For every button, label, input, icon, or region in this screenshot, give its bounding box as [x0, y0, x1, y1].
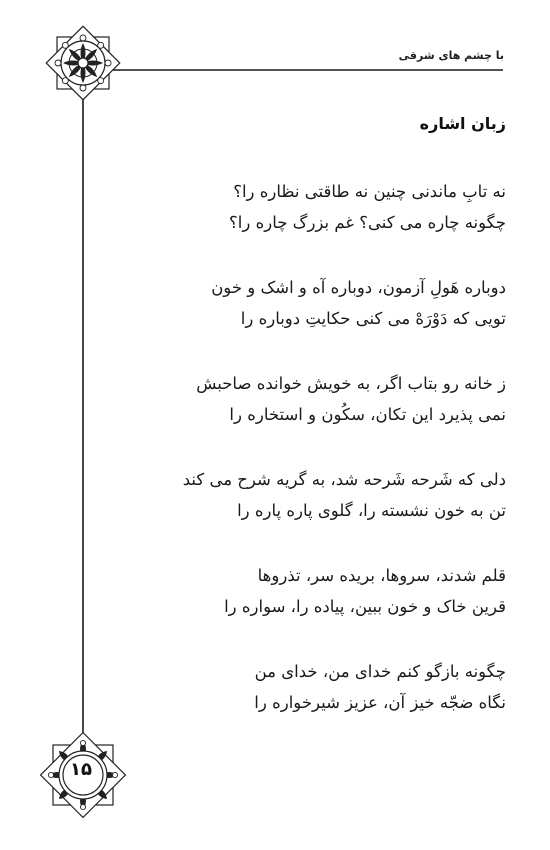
- stanza: [116, 272, 506, 368]
- verse-line: قرین خاک و خون ببین، پیاده را، سواره را: [224, 597, 506, 616]
- verse-line: چگونه چاره می کنی؟ غم بزرگ چاره را؟: [229, 213, 506, 232]
- top-ornament-icon: [46, 26, 120, 100]
- stanza: [116, 176, 506, 272]
- stanza: [116, 656, 506, 752]
- poem-body: [116, 176, 506, 752]
- stanza: [116, 368, 506, 464]
- verse-line: دوباره هَولِ آزمون، دوباره آه و اشک و خون: [211, 278, 506, 297]
- verse-line: نه تابِ ماندنی چنین نه طاقتی نظاره را؟: [233, 182, 506, 201]
- verse-line: ز خانه رو بتاب اگر، به خویش خوانده صاحبش: [196, 374, 506, 393]
- running-header-book-title: با چشم های شرقی: [398, 49, 504, 62]
- stanza: [116, 464, 506, 560]
- verse-line: قلم شدند، سروها، بریده سر، تذروها: [257, 566, 506, 585]
- page-number: ۱۵: [70, 759, 92, 780]
- verse-line: نمی پذیرد این تکان، سکُون و استخاره را: [229, 405, 506, 424]
- verse-line: تن به خون نشسته را، گلوی پاره پاره را: [237, 501, 506, 520]
- verse-line: تویی که دَوْرَهْ می کنی حکایتِ دوباره را: [240, 309, 506, 328]
- verse-line: دلی که شَرحه شَرحه شد، به گریه شرح می کند: [182, 470, 506, 489]
- stanza: [116, 560, 506, 656]
- verse-line: چگونه بازگو کنم خدای من، خدای من: [254, 662, 506, 681]
- poem-title: زبان اشاره: [419, 114, 506, 133]
- verse-line: نگاه ضجّه خیز آن، عزیز شیرخواره را: [254, 693, 506, 712]
